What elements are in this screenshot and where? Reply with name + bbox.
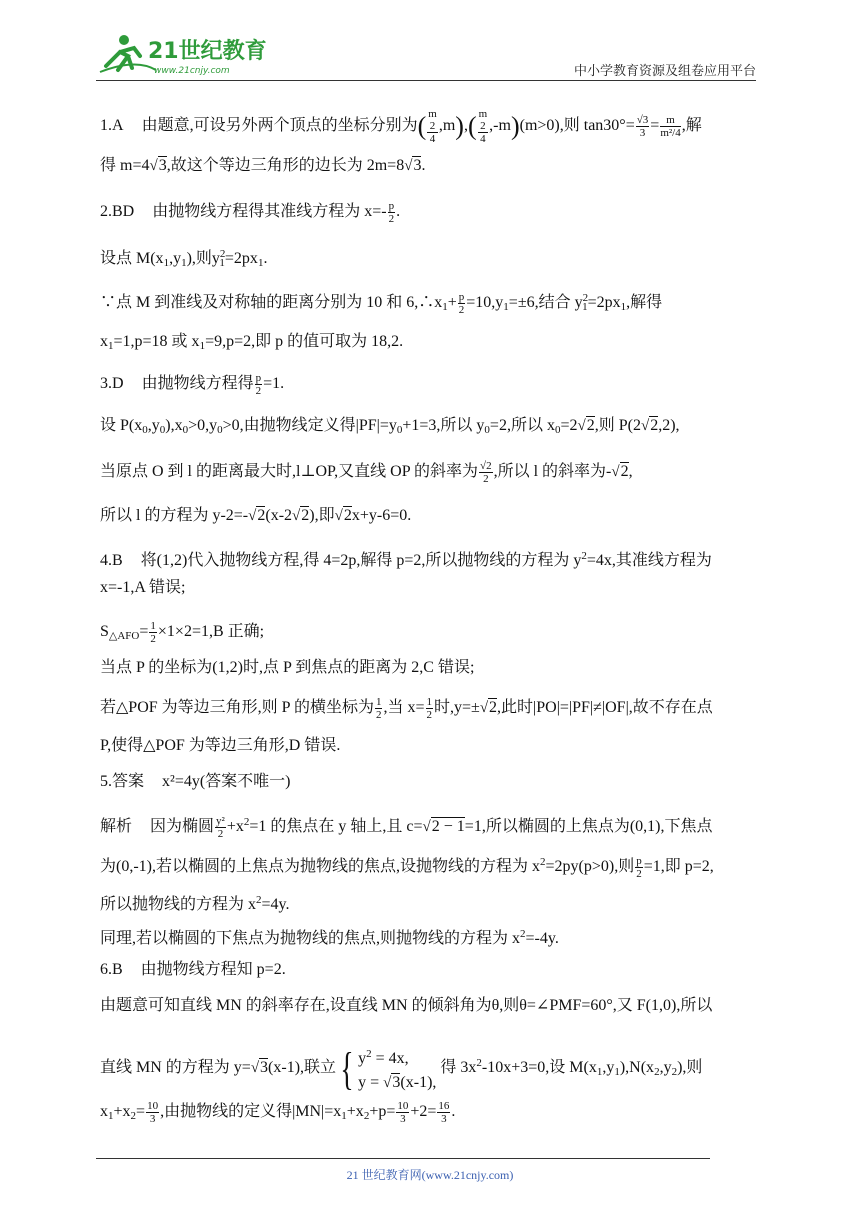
q3-line-3: 当原点 O 到 l 的距离最大时,l⊥OP,又直线 OP 的斜率为 $\frac{√2}{2}$ ,所以 l 的斜率为-√2, (100, 460, 633, 485)
q5-answer: x²=4y(答案不唯一) (162, 773, 291, 790)
q3-line-4: 所以 l 的方程为 y-2=-√2(x-2√2),即√2x+y-6=0. (100, 507, 412, 524)
q5-line-1: 解析 因为椭圆 $\frac{\text{y²}}{2}$ $+x^2=1$ 的焦点在 y 轴上,且 c=√2 − 1=1,所以椭圆的上焦点为(0,1),下焦点 (100, 814, 713, 840)
q4-line-6: P,使得△POF 为等边三角形,D 错误. (100, 737, 341, 754)
footer-divider (96, 1158, 710, 1159)
header-divider (96, 80, 756, 81)
q2-label: 2.BD (100, 203, 135, 221)
q5-line-4: 同理,若以椭圆的下焦点为抛物线的焦点,则抛物线的方程为 $x^2=-4y$. (100, 928, 559, 947)
q5-label: 5.答案 (100, 773, 145, 790)
q3-label: 3.D (100, 375, 124, 393)
q4-line-1: 4.B 将(1,2)代入抛物线方程,得 4=2p,解得 p=2,所以抛物线的方程为 $y^2=4x$,其准线方程为 (100, 550, 712, 569)
q5-analysis-label: 解析 (100, 818, 133, 835)
svg-text:www.21cnjy.com: www.21cnjy.com (154, 66, 230, 76)
q6-line-2: 由题意可知直线 MN 的斜率存在,设直线 MN 的倾斜角为θ,则θ=∠PMF=60°,又 F(1,0),所以 (100, 997, 713, 1014)
q6-line-1: 6.B 由抛物线方程知 p=2. (100, 961, 286, 978)
q5-line-2: 为(0,-1),若以椭圆的上焦点为抛物线的焦点,设抛物线的方程为 $x^2=2py(p>0)$,则 $\frac{p}{2}$ =1,即 p=2, (100, 854, 714, 880)
q4-line-5: 若△POF 为等边三角形,则 P 的横坐标为 $\frac{1}{2}$ ,当 x= $\frac{1}{2}$ 时,y=±√2,此时|PO|=|PF|≠|OF|,故不存在点 (100, 696, 713, 721)
q4-label: 4.B (100, 552, 123, 569)
q6-line-3: 直线 MN 的方程为 y=√3(x-1),联立{ $y^2 = 4x$, y = √3(x-1), 得 $3x^2-10x+3=0$,设 $M(x_1,y_1),N(x_2,y_2)$,则 (100, 1042, 703, 1094)
platform-tagline: 中小学教育资源及组卷应用平台 (573, 64, 756, 79)
q2-line-2: 设点 $M(x_1,y_1)$,则$y^2_1=2px_1$. (100, 248, 268, 269)
q3-line-2: 设 $P(x_0,y_0),x_0>0,y_0>0$,由抛物线定义得$|PF|=y_0+1=3$,所以 $y_0=2$,所以 $x_0=2√2$,则 P(2√2,2), (100, 417, 680, 436)
q4-line-2: x=-1,A 错误; (100, 579, 186, 596)
footer-link[interactable]: 21 世纪教育网(www.21cnjy.com) (346, 1168, 514, 1182)
q6-line-4: $x_1+x_2=$ $\frac{10}{3}$ ,由抛物线的定义得$|MN|=x_1+x_2+p=$ $\frac{10}{3}$ +2= $\frac{16}{3}$ . (100, 1100, 456, 1125)
site-logo (96, 30, 266, 78)
q5-line-3: 所以抛物线的方程为 $x^2=4y$. (100, 894, 290, 913)
q4-line-4: 当点 P 的坐标为(1,2)时,点 P 到焦点的距离为 2,C 错误; (100, 659, 475, 676)
q2-line-1: 2.BD 由抛物线方程得其准线方程为 x=- $\frac{p}{2}$ . (100, 200, 401, 225)
q4-line-3: $S_{\triangle AFO}=$ $\frac{1}{2}$ ×1×2=1,B 正确; (100, 620, 265, 645)
q1-line-2: 得 m=4√3,故这个等边三角形的边长为 2m=8√3. (100, 157, 426, 174)
q5-answer-line (100, 772, 291, 792)
q2-line-4: $x_1=1,p=18$ 或 $x_1=9,p=2$,即 p 的值可取为 18,2. (100, 333, 404, 352)
svg-text:21世纪教育: 21世纪教育 (148, 39, 266, 64)
q6-label: 6.B (100, 961, 123, 978)
q1-label: 1.A (100, 117, 124, 135)
q2-line-3: ∵点 M 到准线及对称轴的距离分别为 10 和 $6,\therefore x_1+$ $\frac{p}{2}$ $=10,y_1=\pm 6$,结合 $y^2_1=2px_1$,解得 (100, 290, 663, 316)
q3-line-1: 3.D 由抛物线方程得 $\frac{p}{2}$ =1. (100, 372, 285, 397)
runner-logo-icon (96, 30, 266, 78)
q1-line-1: 1.A 由题意,可设另外两个顶点的坐标分别为( m 2 4 ,m),( m 2 4 ,-m)(m>0),则 tan30°= $\frac{√3}{3}$ = $\frac{m}{\text{m²/4}}$ ,解 (100, 108, 702, 145)
